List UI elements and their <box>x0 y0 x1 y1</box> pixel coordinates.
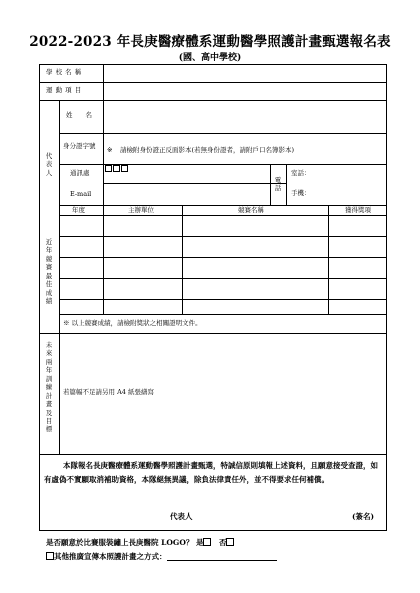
logo-question-text: 是否願意於比賽服裝繡上長庚醫院 LOGO？ <box>46 538 194 547</box>
logo-question <box>46 538 234 547</box>
rule <box>59 333 60 454</box>
checkbox <box>121 165 128 172</box>
plan-note: 若篇幅不足請另用 A4 紙張繕寫 <box>63 388 154 396</box>
rule <box>286 164 287 205</box>
rule <box>103 100 104 205</box>
sport-label: 運 動 項 目 <box>46 86 82 94</box>
id-note: 請檢附身份證正反面影本(若無身份證者，請附戶口名簿影本) <box>120 146 295 154</box>
rule <box>103 205 104 314</box>
page-title: 2022-2023 年長庚醫療體系運動醫學照護計畫甄選報名表 <box>29 34 391 50</box>
rule <box>39 100 387 101</box>
checkbox <box>113 165 120 172</box>
rep-sign-label: 代表人 <box>170 512 193 521</box>
col-competition: 競賽名稱 <box>238 206 264 214</box>
checkbox <box>105 165 112 172</box>
rule <box>103 183 286 184</box>
rule <box>39 82 387 83</box>
yes-label: 是 <box>195 538 204 547</box>
other-promotion <box>46 552 277 561</box>
rule <box>59 257 387 258</box>
rule <box>59 205 387 206</box>
rule <box>270 164 271 205</box>
other-promotion-label: 其他推廣宣傳本照護計畫之方式： <box>54 552 167 561</box>
declaration-text: 本隊報名長庚醫療體系運動醫學照護計畫甄選，特誠信原則填報上述資料，且願意接受查證，如有虛偽不實願取消補助資格，本隊絕無異議，除負法律責任外，並不得要求任何補償。 <box>44 461 378 484</box>
address-label: 通訊處 <box>70 169 90 177</box>
note-mark: ※ <box>107 146 113 154</box>
mobile-label: 手機： <box>291 189 311 197</box>
id-label: 身分證字號 <box>63 142 96 150</box>
rule <box>39 454 387 455</box>
rule <box>59 278 387 279</box>
col-award: 獲得獎項 <box>345 206 371 214</box>
rep-label: 代表人 <box>45 152 53 177</box>
no-label: 否 <box>218 538 227 547</box>
rule <box>182 205 183 314</box>
school-label: 學 校 名 稱 <box>46 68 82 76</box>
page-subtitle: (國、高中學校) <box>178 53 242 63</box>
results-label: 近年競賽最佳成績 <box>45 238 53 306</box>
other-promotion-line[interactable] <box>167 552 277 561</box>
name-label: 姓 名 <box>66 111 92 119</box>
rule <box>59 100 60 333</box>
signature-label: (簽名) <box>352 512 375 521</box>
col-organizer: 主辦單位 <box>128 206 154 214</box>
rule <box>103 64 104 100</box>
plan-label: 未來兩年訓練計畫及目標 <box>45 341 53 434</box>
yes-checkbox[interactable] <box>203 538 211 546</box>
rule <box>59 215 387 216</box>
rule <box>59 236 387 237</box>
no-checkbox[interactable] <box>226 538 234 546</box>
results-note: ※ 以上競賽成績，請檢附獎狀之相關證明文件。 <box>63 319 202 327</box>
phone-label: 電話 <box>274 176 282 193</box>
email-label: E-mail <box>70 190 92 198</box>
rule <box>39 333 387 334</box>
rule <box>59 133 387 134</box>
home-phone-label: 室話： <box>291 169 311 177</box>
rule <box>59 314 387 315</box>
other-checkbox[interactable] <box>46 552 54 560</box>
rule <box>59 299 387 300</box>
col-year: 年度 <box>72 206 85 214</box>
postal-code-boxes <box>105 165 129 172</box>
rule <box>328 205 329 314</box>
